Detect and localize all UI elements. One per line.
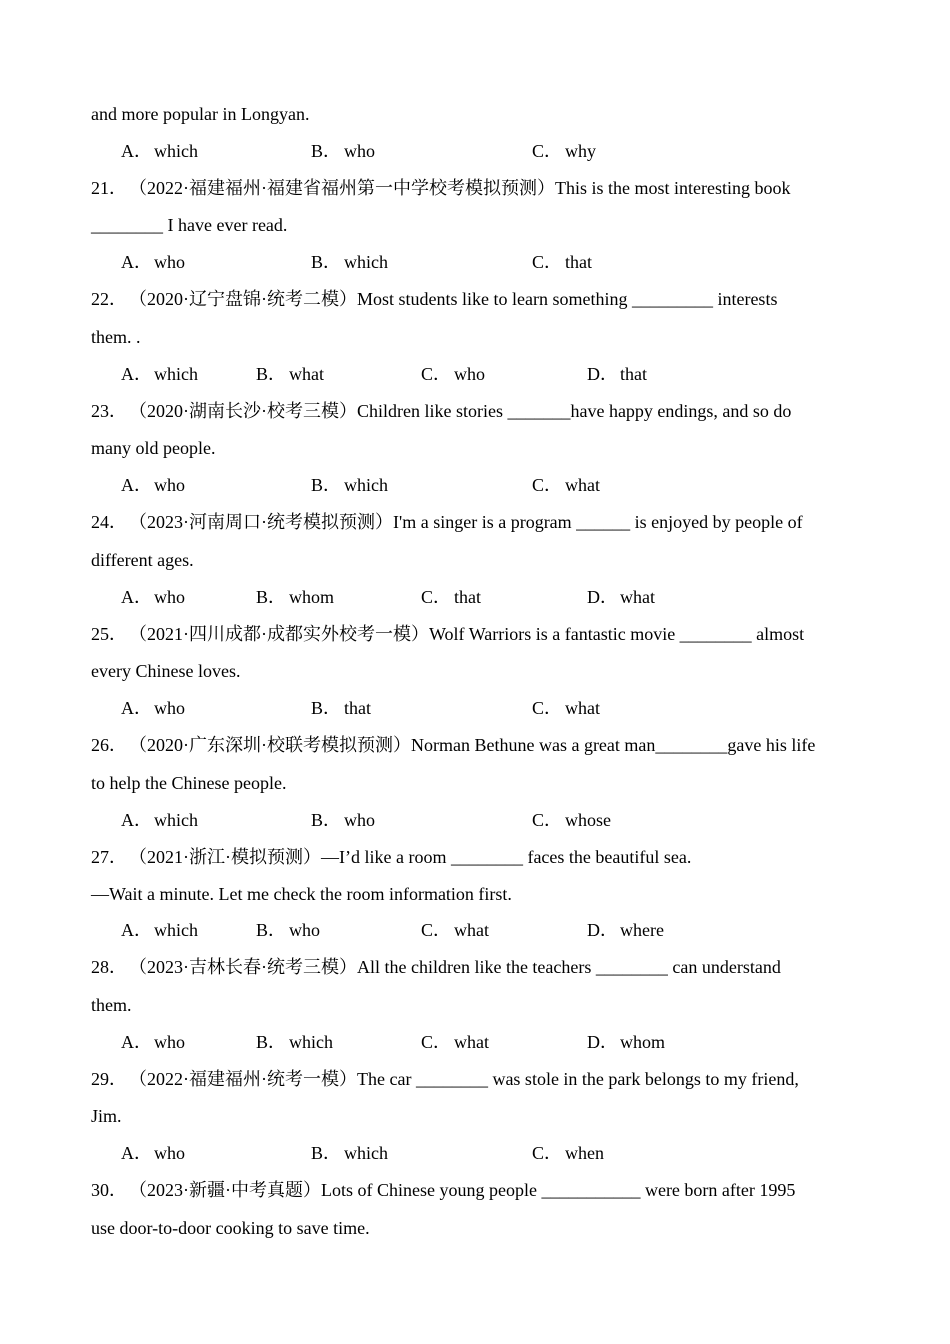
text-span: （2020·广东深圳·校联考模拟预测）Norman Bethune was a great man________gave his life [129,735,816,755]
text-span: whom [289,587,334,607]
option-letter: C． [532,698,563,718]
question-22-line-1 [91,287,777,311]
question-27-options [121,918,881,942]
option-letter: B． [311,810,342,830]
question-27-line-1 [91,845,691,869]
text-span: what [454,1032,489,1052]
option-letter: C． [421,1032,452,1052]
text-span: which [154,364,198,384]
question-number: 21． [91,178,127,198]
text-span: what [565,475,600,495]
option-c [532,696,600,720]
question-26-options [121,808,881,832]
text-span: （2021·四川成都·成都实外校考一模）Wolf Warriors is a fantastic movie ________ almost [129,624,805,644]
text-span: which [344,1143,388,1163]
option-c [532,808,611,832]
question-30-line-2: use door-to-door cooking to save time. [91,1218,370,1238]
question-26-line-1 [91,733,815,757]
question-number: 22． [91,289,127,309]
question-25-options [121,696,881,720]
option-letter: C． [532,1143,563,1163]
option-a [121,250,185,274]
option-d [587,585,655,609]
question-23-line-2: many old people. [91,438,216,458]
question-number: 30． [91,1180,127,1200]
option-letter: B． [311,475,342,495]
intro-text: and more popular in Longyan. [91,104,310,124]
option-a [121,1030,185,1054]
option-letter: B． [311,1143,342,1163]
text-span: when [565,1143,604,1163]
option-letter: A． [121,364,152,384]
question-22-options [121,362,881,386]
question-number: 29． [91,1069,127,1089]
option-letter: A． [121,698,152,718]
option-letter: D． [587,364,618,384]
text-span: who [154,1143,185,1163]
option-letter: C． [532,475,563,495]
question-23-line-1 [91,399,791,423]
option-a [121,473,185,497]
option-letter: B． [311,698,342,718]
question-28-options [121,1030,881,1054]
question-21-options [121,250,881,274]
option-letter: D． [587,1032,618,1052]
text-span: which [344,475,388,495]
option-letter: A． [121,1143,152,1163]
question-number: 24． [91,512,127,532]
option-a [121,139,198,163]
option-b [311,139,375,163]
question-number: 28． [91,957,127,977]
option-letter: A． [121,587,152,607]
question-29-line-1 [91,1067,799,1091]
option-letter: A． [121,920,152,940]
text-span: （2023·吉林长春·统考三模）All the children like the teachers ________ can understand [129,957,781,977]
option-b [256,1030,333,1054]
option-letter: A． [121,810,152,830]
text-span: who [154,587,185,607]
question-27-line-2: —Wait a minute. Let me check the room information first. [91,884,512,904]
option-letter: C． [532,810,563,830]
text-span: which [154,141,198,161]
text-span: （2022·福建福州·福建省福州第一中学校考模拟预测）This is the most interesting book [129,178,791,198]
option-letter: A． [121,252,152,272]
text-span: （2020·辽宁盘锦·统考二模）Most students like to learn something _________ interests [129,289,778,309]
text-span: （2023·河南周口·统考模拟预测）I'm a singer is a program ______ is enjoyed by people of [129,512,803,532]
option-a [121,362,198,386]
text-span: which [289,1032,333,1052]
text-span: who [154,252,185,272]
option-letter: A． [121,1032,152,1052]
option-c [532,250,592,274]
question-21-line-1 [91,176,790,200]
option-a [121,918,198,942]
text-span: that [565,252,592,272]
option-d [587,362,647,386]
option-b [311,808,375,832]
text-span: why [565,141,596,161]
option-c [532,1141,604,1165]
question-21-line-2: ________ I have ever read. [91,215,288,235]
question-24-line-2: different ages. [91,550,194,570]
option-c [532,139,596,163]
option-a [121,808,198,832]
question-25-line-1 [91,622,804,646]
text-span: who [344,810,375,830]
text-span: which [154,920,198,940]
question-22-line-2: them. . [91,327,141,347]
option-letter: D． [587,587,618,607]
question-29-options [121,1141,881,1165]
question-28-line-2: them. [91,995,132,1015]
text-span: whom [620,1032,665,1052]
option-c [421,1030,489,1054]
option-d [587,1030,665,1054]
option-a [121,1141,185,1165]
option-b [311,473,388,497]
text-span: who [289,920,320,940]
option-letter: A． [121,475,152,495]
text-span: what [289,364,324,384]
text-span: that [344,698,371,718]
text-span: which [344,252,388,272]
option-letter: B． [311,141,342,161]
option-letter: B． [256,1032,287,1052]
option-d [587,918,664,942]
question-number: 25． [91,624,127,644]
text-span: which [154,810,198,830]
option-b [256,362,324,386]
text-span: who [154,698,185,718]
question-30-line-1 [91,1178,795,1202]
option-c [421,585,481,609]
question-number: 23． [91,401,127,421]
question-number: 27． [91,847,127,867]
option-b [311,696,371,720]
text-span: where [620,920,664,940]
option-letter: C． [532,252,563,272]
text-span: （2023·新疆·中考真题）Lots of Chinese young people ___________ were born after 1995 [129,1180,796,1200]
option-letter: D． [587,920,618,940]
option-letter: A． [121,141,152,161]
option-letter: B． [311,252,342,272]
text-span: （2021·浙江·模拟预测）—I’d like a room ________ faces the beautiful sea. [129,847,692,867]
text-span: （2022·福建福州·统考一模）The car ________ was stole in the park belongs to my friend, [129,1069,799,1089]
text-span: what [454,920,489,940]
text-span: who [154,1032,185,1052]
option-letter: B． [256,364,287,384]
option-a [121,696,185,720]
option-b [256,585,334,609]
text-span: who [344,141,375,161]
option-b [311,250,388,274]
question-23-options [121,473,881,497]
option-letter: C． [421,587,452,607]
question-29-line-2: Jim. [91,1106,122,1126]
text-span: who [154,475,185,495]
question-number: 26． [91,735,127,755]
option-b [311,1141,388,1165]
text-span: that [454,587,481,607]
option-letter: C． [421,920,452,940]
question-25-line-2: every Chinese loves. [91,661,241,681]
text-span: what [620,587,655,607]
intro-options [121,139,881,163]
option-letter: C． [532,141,563,161]
option-c [421,362,485,386]
text-span: what [565,698,600,718]
option-c [532,473,600,497]
question-24-line-1 [91,510,803,534]
question-28-line-1 [91,955,781,979]
text-span: who [454,364,485,384]
option-c [421,918,489,942]
question-26-line-2: to help the Chinese people. [91,773,287,793]
text-span: that [620,364,647,384]
option-b [256,918,320,942]
question-24-options [121,585,881,609]
option-letter: C． [421,364,452,384]
option-a [121,585,185,609]
option-letter: B． [256,587,287,607]
text-span: whose [565,810,611,830]
text-span: （2020·湖南长沙·校考三模）Children like stories _______have happy endings, and so do [129,401,792,421]
option-letter: B． [256,920,287,940]
